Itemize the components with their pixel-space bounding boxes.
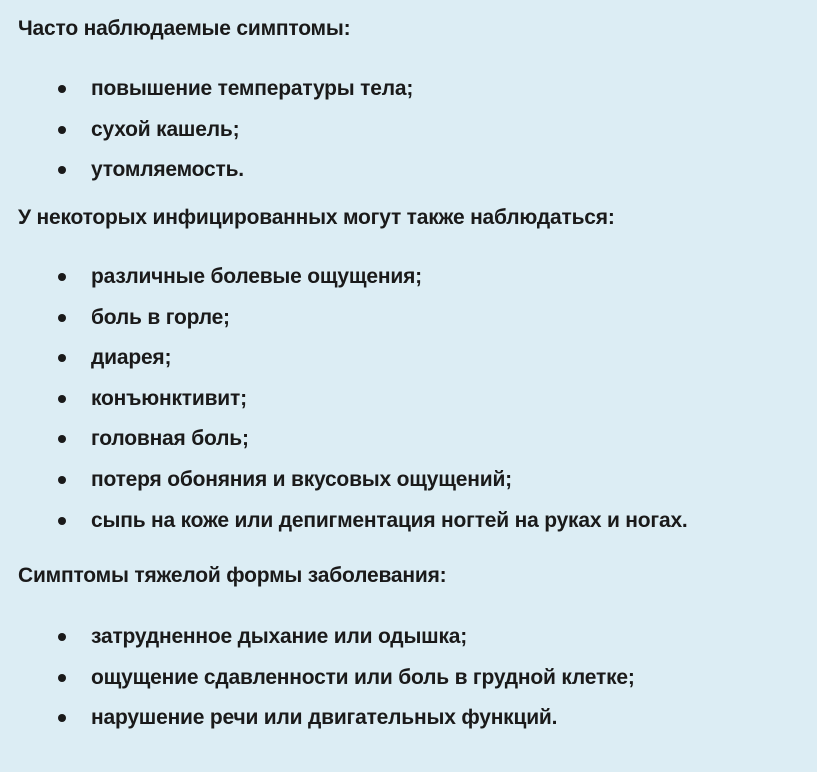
- bullet-icon: [58, 85, 66, 93]
- bullet-icon: [58, 166, 66, 174]
- list-item: [18, 297, 807, 338]
- list-item: [18, 658, 807, 699]
- bullet-icon: [58, 435, 66, 443]
- list-item: [18, 257, 807, 298]
- list-item: [18, 500, 807, 541]
- bullet-icon: [58, 476, 66, 484]
- list-item-text: диарея;: [91, 346, 172, 370]
- list-item-text: конъюнктивит;: [91, 386, 247, 410]
- list-item-text: различные болевые ощущения;: [91, 265, 422, 289]
- list-item-text: нарушение речи или двигательных функций.: [91, 706, 558, 730]
- bullet-icon: [58, 395, 66, 403]
- section-heading-additional: У некоторых инфицированных могут также наблюдаться:: [18, 205, 615, 229]
- list-item-text: боль в горле;: [91, 305, 230, 329]
- additional-symptoms-list: [18, 257, 807, 541]
- list-item-text: утомляемость.: [91, 158, 244, 182]
- list-item-text: затрудненное дыхание или одышка;: [91, 625, 468, 649]
- list-item-text: повышение температуры тела;: [91, 77, 414, 101]
- section-heading-common: Часто наблюдаемые симптомы:: [18, 17, 351, 40]
- list-item: [18, 69, 807, 110]
- list-item: [18, 379, 807, 420]
- bullet-icon: [58, 714, 66, 722]
- list-item-text: головная боль;: [91, 427, 249, 451]
- list-item: [18, 460, 807, 501]
- list-item-text: ощущение сдавленности или боль в грудной клетке;: [91, 665, 635, 689]
- bullet-icon: [58, 126, 66, 134]
- list-item: [18, 698, 807, 739]
- list-item-text: потеря обоняния и вкусовых ощущений;: [91, 468, 512, 492]
- bullet-icon: [58, 517, 66, 525]
- severe-symptoms-list: [18, 617, 807, 739]
- bullet-icon: [58, 314, 66, 322]
- common-symptoms-list: [18, 69, 807, 191]
- list-item: [18, 419, 807, 460]
- bullet-icon: [58, 633, 66, 641]
- list-item: [18, 150, 807, 191]
- list-item: [18, 110, 807, 151]
- list-item-text: сыпь на коже или депигментация ногтей на руках и ногах.: [91, 508, 688, 532]
- bullet-icon: [58, 354, 66, 362]
- bullet-icon: [58, 273, 66, 281]
- list-item-text: сухой кашель;: [91, 117, 240, 141]
- section-heading-severe: Симптомы тяжелой формы заболевания:: [18, 563, 447, 587]
- list-item: [18, 617, 807, 658]
- list-item: [18, 338, 807, 379]
- bullet-icon: [58, 674, 66, 682]
